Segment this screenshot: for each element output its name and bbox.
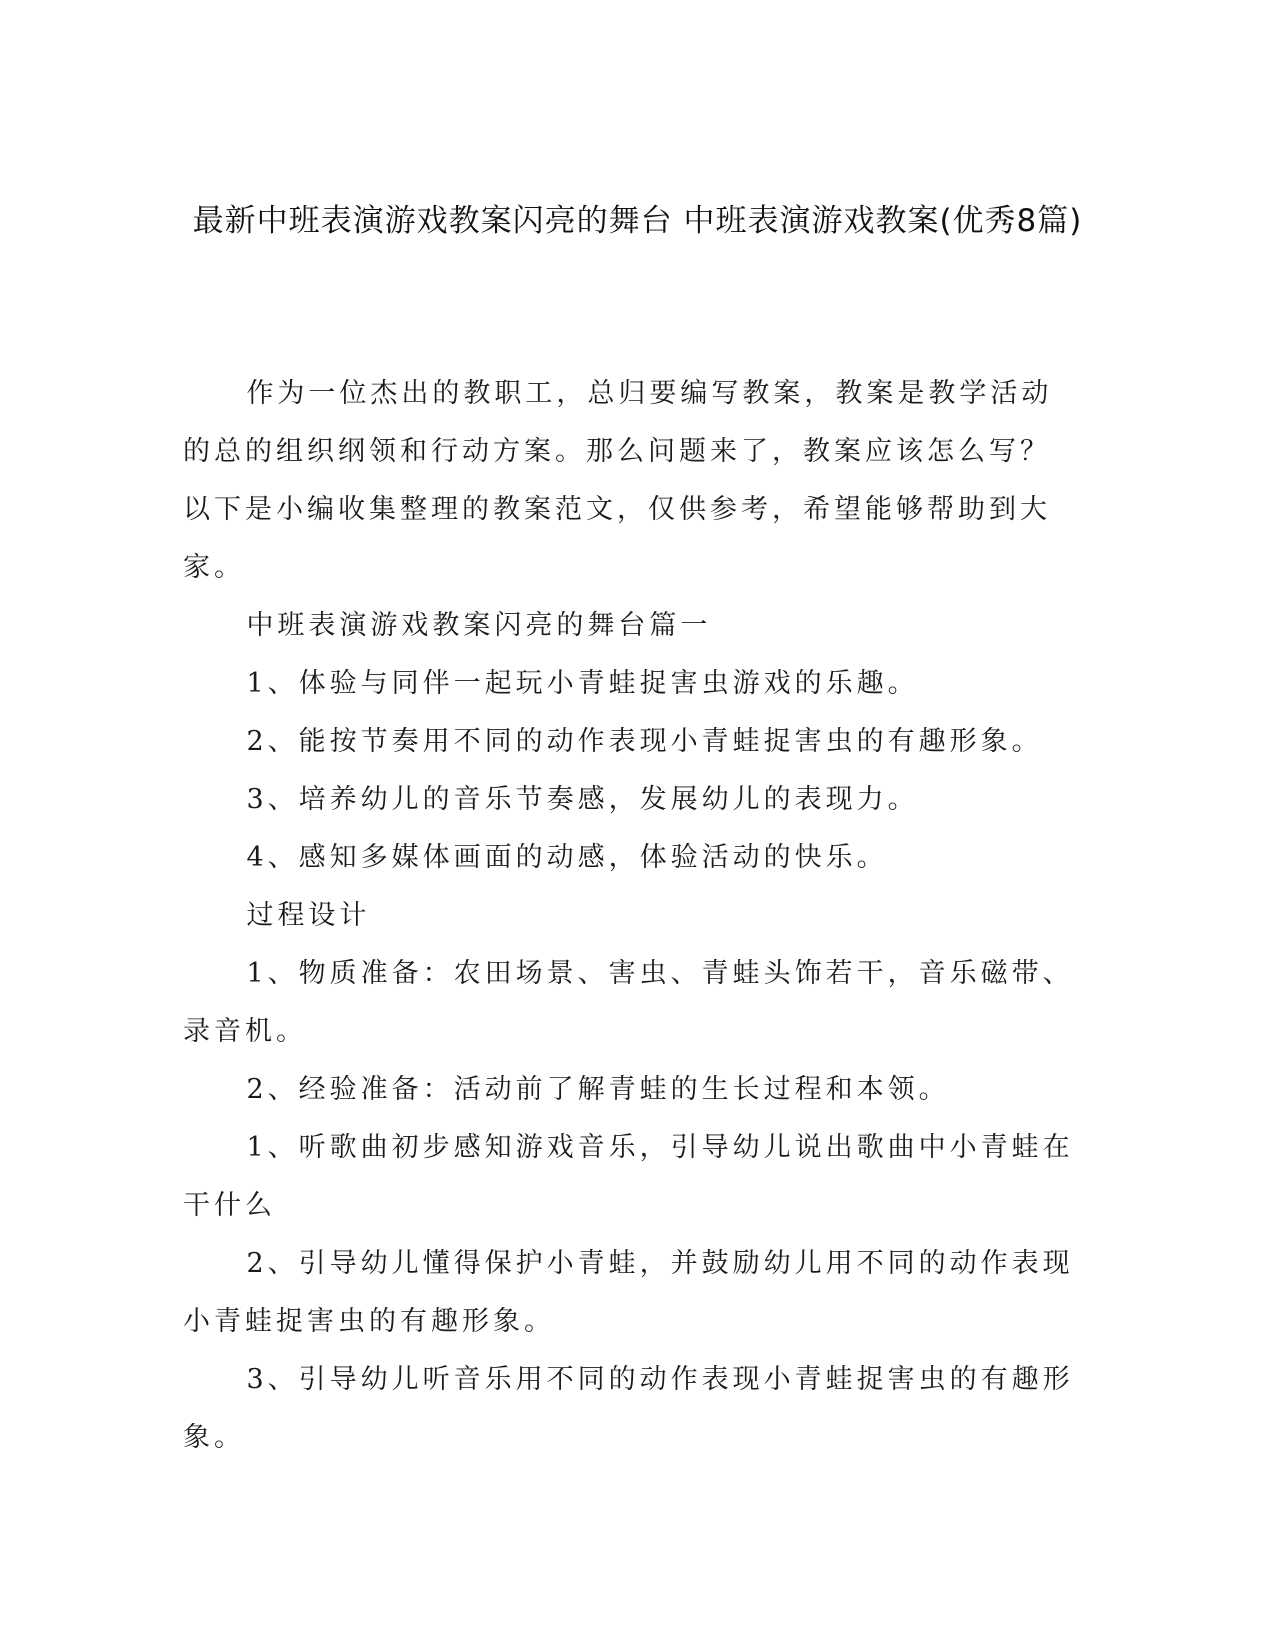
document-body	[183, 365, 1076, 1467]
goal-item-4: 4、感知多媒体画面的动感，体验活动的快乐。	[246, 842, 888, 873]
process-heading: 过程设计	[246, 900, 371, 931]
step-item-3: 3、引导幼儿听音乐用不同的动作表现小青蛙捉害虫的有趣形象。	[183, 1364, 1074, 1453]
section-heading: 中班表演游戏教案闪亮的舞台篇一	[246, 610, 712, 641]
document-title: 最新中班表演游戏教案闪亮的舞台 中班表演游戏教案(优秀8篇)	[192, 203, 1083, 239]
goal-item-1: 1、体验与同伴一起玩小青蛙捉害虫游戏的乐趣。	[246, 668, 919, 699]
step-item-1: 1、听歌曲初步感知游戏音乐，引导幼儿说出歌曲中小青蛙在干什么	[183, 1132, 1074, 1221]
intro-paragraph: 作为一位杰出的教职工，总归要编写教案，教案是教学活动的总的组织纲领和行动方案。那么问题来了，教案应该怎么写？以下是小编收集整理的教案范文，仅供参考，希望能够帮助到大家。	[183, 378, 1053, 583]
step-item-2: 2、引导幼儿懂得保护小青蛙，并鼓励幼儿用不同的动作表现小青蛙捉害虫的有趣形象。	[183, 1248, 1074, 1337]
prep-item-2: 2、经验准备：活动前了解青蛙的生长过程和本领。	[246, 1074, 950, 1105]
prep-item-1: 1、物质准备：农田场景、害虫、青蛙头饰若干，音乐磁带、录音机。	[183, 958, 1074, 1047]
goal-item-2: 2、能按节奏用不同的动作表现小青蛙捉害虫的有趣形象。	[246, 726, 1043, 757]
goal-item-3: 3、培养幼儿的音乐节奏感，发展幼儿的表现力。	[246, 784, 919, 815]
